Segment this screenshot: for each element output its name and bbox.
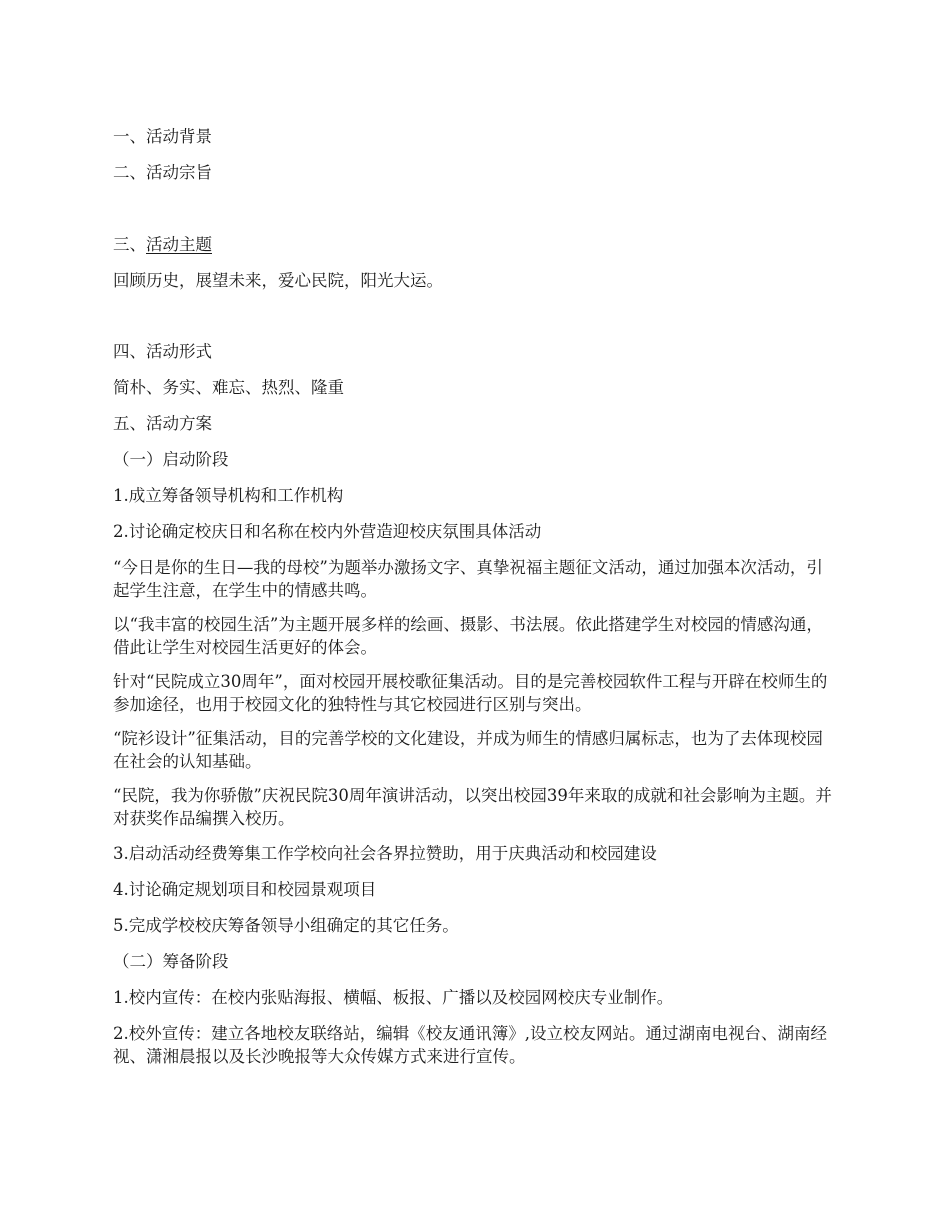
- stage1-item-1: 1.成立筹备领导机构和工作机构: [113, 486, 344, 505]
- heading-background: 一、活动背景: [113, 127, 212, 146]
- theme-text: 回顾历史，展望未来，爱心民院，阳光大运。: [113, 271, 443, 290]
- heading-form: 四、活动形式: [113, 342, 212, 361]
- stage1-item-3: 3.启动活动经费筹集工作学校向社会各界拉赞助，用于庆典活动和校园建设: [113, 844, 657, 863]
- stage1-paragraph-3: 针对“民院成立30周年”，面对校园开展校歌征集活动。目的是完善校园软件工程与开辟在校师生的参加途径，也用于校园文化的独特性与其它校园进行区别与突出。: [113, 672, 828, 714]
- stage1-item-4: 4.讨论确定规划项目和校园景观项目: [113, 880, 377, 899]
- stage1-title: （一）启动阶段: [113, 450, 229, 469]
- heading-purpose: 二、活动宗旨: [113, 163, 212, 182]
- form-text: 简朴、务实、难忘、热烈、隆重: [113, 378, 344, 397]
- stage2-item-2: 2.校外宣传：建立各地校友联络站，编辑《校友通讯簿》,设立校友网站。通过湖南电视台、湖南经视、潇湘晨报以及长沙晚报等大众传媒方式来进行宣传。: [113, 1024, 827, 1066]
- heading-theme-number: 三、: [113, 235, 146, 254]
- heading-theme: [113, 233, 838, 256]
- heading-theme-text: 活动主题: [146, 235, 212, 254]
- stage1-paragraph-4: “院衫设计”征集活动，目的完善学校的文化建设，并成为师生的情感归属标志，也为了去体现校园在社会的认知基础。: [113, 729, 823, 771]
- stage1-paragraph-2: 以“我丰富的校园生活”为主题开展多样的绘画、摄影、书法展。依此搭建学生对校园的情感沟通，借此让学生对校园生活更好的体会。: [113, 615, 823, 657]
- stage2-item-1: 1.校内宣传：在校内张贴海报、横幅、板报、广播以及校园网校庆专业制作。: [113, 988, 674, 1007]
- stage1-paragraph-1: “今日是你的生日—我的母校”为题举办激扬文字、真挚祝福主题征文活动，通过加强本次活动，引起学生注意，在学生中的情感共鸣。: [113, 558, 823, 600]
- stage1-item-5: 5.完成学校校庆筹备领导小组确定的其它任务。: [113, 916, 459, 935]
- stage2-title: （二）筹备阶段: [113, 952, 229, 971]
- stage1-paragraph-5: “民院，我为你骄傲”庆祝民院30周年演讲活动，以突出校园39年来取的成就和社会影响为主题。并对获奖作品编撰入校历。: [113, 786, 832, 828]
- stage1-item-2: 2.讨论确定校庆日和名称在校内外营造迎校庆氛围具体活动: [113, 522, 542, 541]
- heading-plan: 五、活动方案: [113, 414, 212, 433]
